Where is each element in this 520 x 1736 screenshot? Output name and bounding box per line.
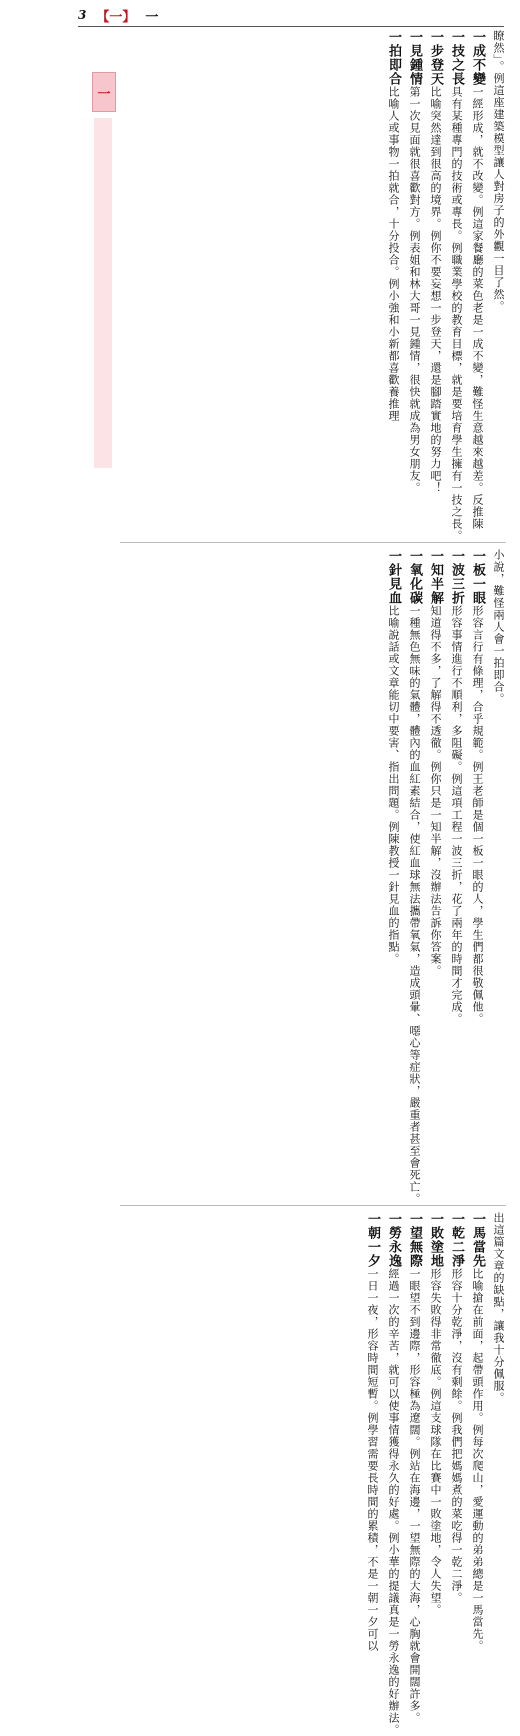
entry-column xyxy=(386,1212,401,1736)
entry-text: 形容失敗得非常徹底。例這支球隊在比賽中一敗塗地，令人失望。 xyxy=(429,1268,442,1616)
entry-text: 出這篇文章的缺點，讓我十分佩服。 xyxy=(492,1212,505,1404)
entry-term: 一知半解 xyxy=(428,549,443,605)
entry-column xyxy=(449,1212,464,1736)
entry-text: 比喻說話或文章能切中要害、指出問題。例陳教授一針見血的指點。 xyxy=(387,605,400,965)
entry-text: 一經形成，就不改變。例這家餐廳的菜色老是一成不變，難怪生意越來越差。反推陳 xyxy=(471,86,484,530)
section-char: 一 xyxy=(145,9,159,25)
entry-term: 一馬當先 xyxy=(470,1212,485,1268)
entry-term: 一技之長 xyxy=(449,30,464,86)
entry-term: 一見鍾情 xyxy=(407,30,422,86)
entry-column xyxy=(470,30,485,542)
entry-text: 比喻搶在前面，起帶頭作用。例每次爬山，愛運動的弟弟總是一馬當先。 xyxy=(471,1268,484,1652)
side-index-label: 一 xyxy=(97,86,111,102)
entry-row-2 xyxy=(120,549,506,1206)
side-index-strip xyxy=(94,118,112,468)
entry-term: 一步登天 xyxy=(428,30,443,86)
entry-text: 形容言行有條理，合乎規範。例王老師是個一板一眼的人，學生們都很敬佩他。 xyxy=(471,605,484,1025)
entry-term: 一波三折 xyxy=(449,549,464,605)
entry-term: 一成不變 xyxy=(470,30,485,86)
entry-term: 一敗塗地 xyxy=(428,1212,443,1268)
entry-text: 經過一次的辛苦，就可以使事情獲得永久的好處。例小華的提議真是一勞永逸的好辦法。 xyxy=(387,1268,400,1736)
entry-row-1 xyxy=(120,30,506,543)
dictionary-grid xyxy=(120,30,506,1736)
entry-column xyxy=(491,30,506,542)
entry-text: 比喻人或事物一拍就合，十分投合。例小強和小新都喜歡養推理 xyxy=(387,86,400,422)
entry-text: 第一次見面就很喜歡對方。例表姐和林大哥一見鍾情，很快就成為男女朋友。 xyxy=(408,86,421,494)
entry-text: 知道得不多，了解得不透徹。例你只是一知半解，沒辦法告訴你答案。 xyxy=(429,605,442,977)
entry-column xyxy=(428,1212,443,1736)
entry-term: 一拍即合 xyxy=(386,30,401,86)
entry-term: 一望無際 xyxy=(407,1212,422,1268)
side-index-tab[interactable] xyxy=(92,72,116,112)
entry-column xyxy=(407,549,422,1205)
entry-text: 一種無色無味的氣體，體內的血紅素結合，使紅血球無法攜帶氧氣，造成頭暈、噁心等症狀，嚴重者甚至會死亡。 xyxy=(408,605,421,1205)
entry-column xyxy=(470,549,485,1205)
entry-column xyxy=(386,549,401,1205)
entry-text: 比喻突然達到很高的境界。例你不要妄想一步登天，還是腳踏實地的努力吧！ xyxy=(429,86,442,494)
entry-column xyxy=(491,549,506,1205)
entry-text: 形容十分乾淨，沒有剩餘。例我們把媽媽煮的菜吃得一乾二淨。 xyxy=(450,1268,463,1604)
entry-column xyxy=(428,30,443,542)
entry-row-3 xyxy=(120,1212,506,1736)
entry-column xyxy=(449,549,464,1205)
entry-term: 一板一眼 xyxy=(470,549,485,605)
page-number: 3 xyxy=(78,8,87,22)
entry-column xyxy=(491,1212,506,1736)
entry-column xyxy=(449,30,464,542)
entry-column xyxy=(407,30,422,542)
entry-term: 一乾二淨 xyxy=(449,1212,464,1268)
entry-term: 一針見血 xyxy=(386,549,401,605)
entry-column xyxy=(386,30,401,542)
entry-term: 一氧化碳 xyxy=(407,549,422,605)
page-header xyxy=(78,4,498,26)
entry-text: 瞭然」。例這座建築模型讓人對房子的外觀一目了然。 xyxy=(492,30,505,313)
entry-text: 一日一夜，形容時間短暫。例學習需要長時間的累積，不是一朝一夕可以 xyxy=(366,1268,379,1652)
header-rule xyxy=(78,26,504,27)
entry-term: 一朝一夕 xyxy=(365,1212,380,1268)
entry-text: 具有某種專門的技術或專長。例職業學校的教育目標，就是要培育學生擁有一技之長。 xyxy=(450,86,463,542)
entry-column xyxy=(407,1212,422,1736)
entry-text: 一眼望不到邊際，形容極為遼闊。例站在海邊，一望無際的大海，心胸就會開闊許多。 xyxy=(408,1268,421,1724)
entry-text: 形容事情進行不順利，多阻礙。例這項工程一波三折，花了兩年的時間才完成。 xyxy=(450,605,463,1025)
entry-column xyxy=(470,1212,485,1736)
entry-column xyxy=(428,549,443,1205)
section-mark: 【一】 xyxy=(96,9,136,25)
entry-term: 一勞永逸 xyxy=(386,1212,401,1268)
entry-text: 小說，難怪兩人會一拍即合。 xyxy=(492,549,505,705)
entry-column xyxy=(365,1212,380,1736)
